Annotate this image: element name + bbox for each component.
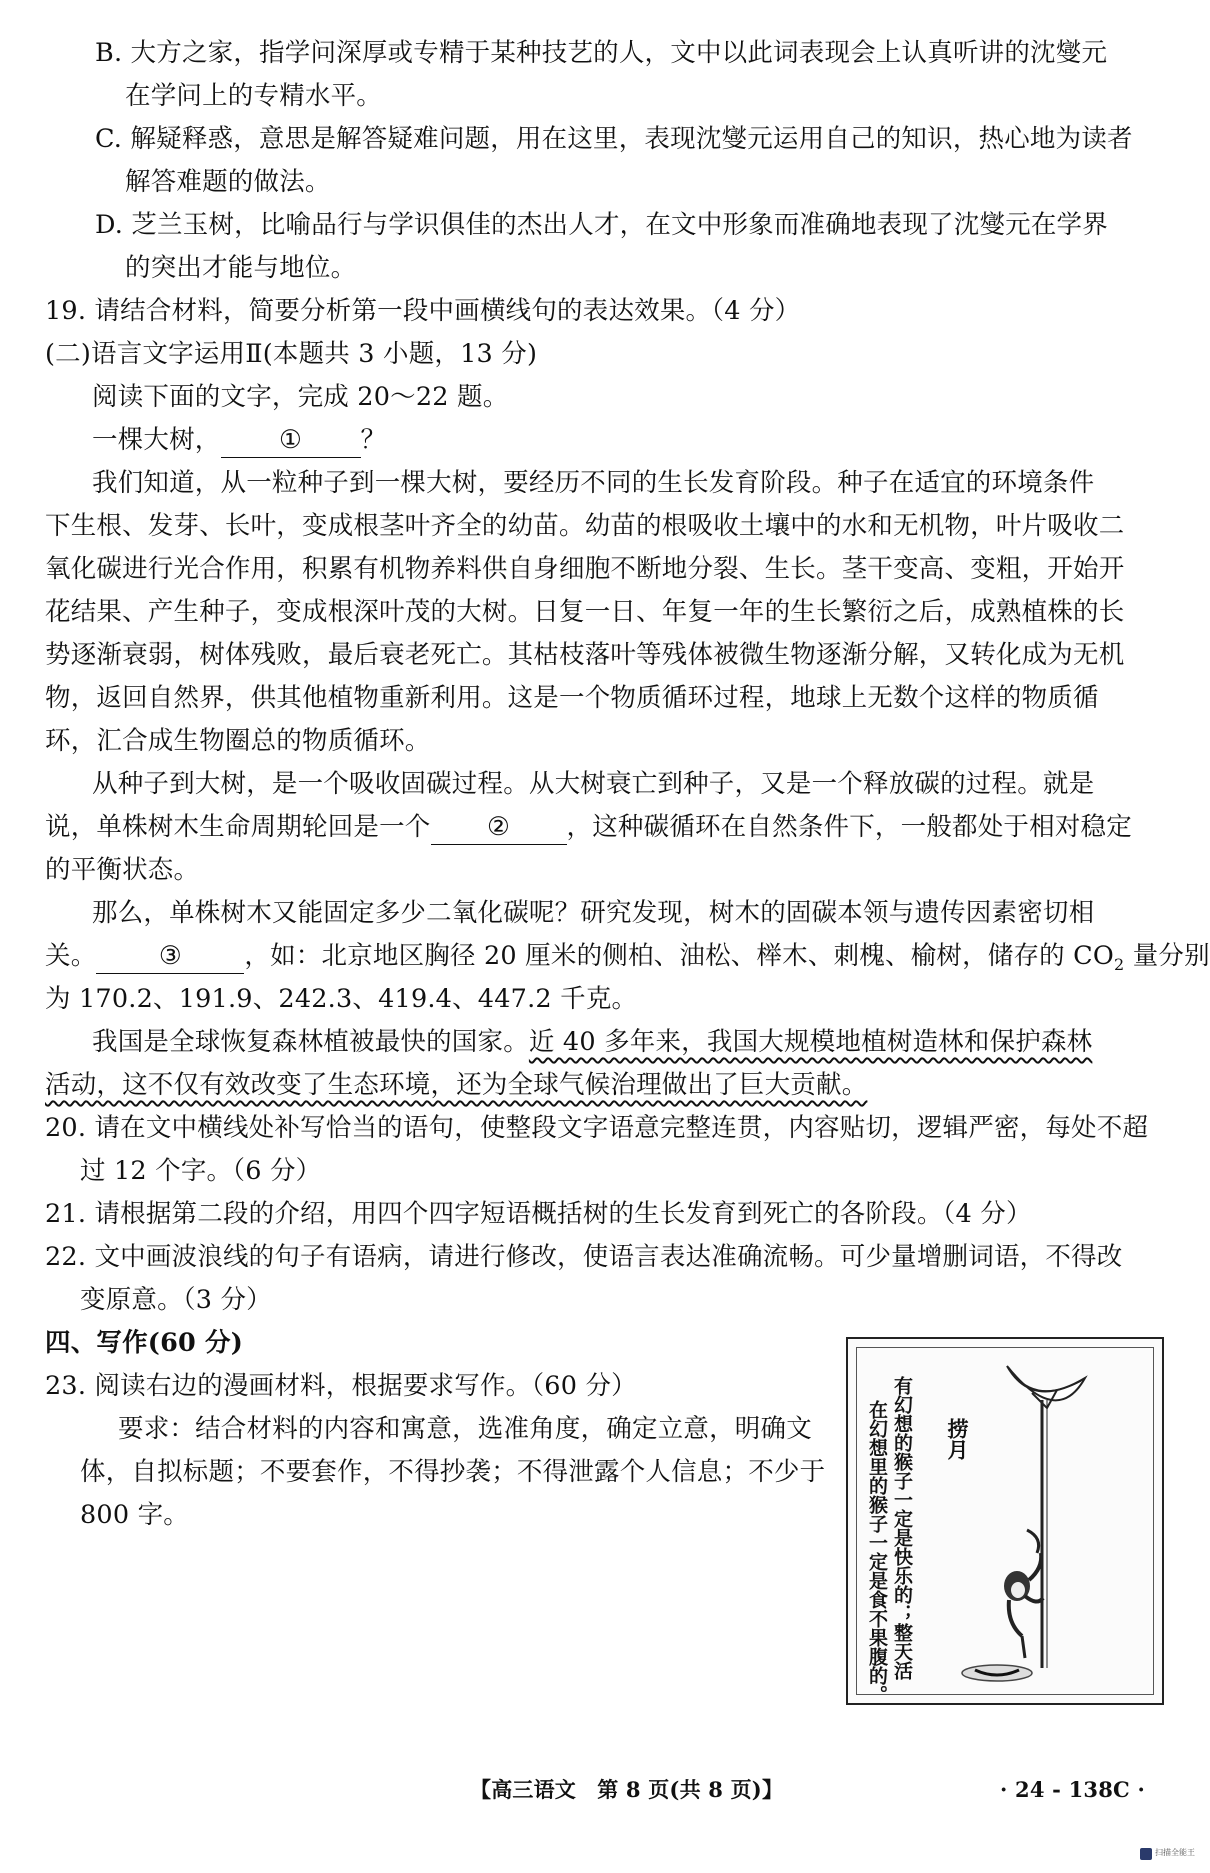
p4-line-2: [45, 1065, 867, 1105]
q20-line-2: 过 12 个字。（6 分）: [80, 1156, 322, 1186]
comic-panel: [846, 1337, 1164, 1705]
wavy-sentence-part-2: 活动，这不仅有效改变了生态环境，还为全球气候治理做出了巨大贡献。: [45, 1070, 868, 1100]
requirement-line-2: 体，自拟标题；不要套作，不得抄袭；不得泄露个人信息；不少于: [80, 1457, 826, 1487]
comic-caption-col-1: 有幻想的猴子一定是快乐的；整天活: [891, 1376, 913, 1680]
question-19: 19. 请结合材料，简要分析第一段中画横线句的表达效果。（4 分）: [45, 296, 801, 326]
question-23: 23. 阅读右边的漫画材料，根据要求写作。（60 分）: [45, 1371, 637, 1401]
p2-line-2: [45, 807, 1132, 847]
p1-line-2: 下生根、发芽、长叶，变成根茎叶齐全的幼苗。幼苗的根吸收土壤中的水和无机物，叶片吸收二: [45, 511, 1125, 541]
section-heading: (二)语言文字运用Ⅱ(本题共 3 小题，13 分): [45, 339, 538, 369]
p1-line-4: 花结果、产生种子，变成根深叶茂的大树。日复一日、年复一年的生长繁衍之后，成熟植株的长: [45, 597, 1125, 627]
scanner-logo-icon: [1140, 1848, 1152, 1860]
option-c-line2: 解答难题的做法。: [125, 167, 331, 197]
option-d-line1: D. 芝兰玉树，比喻品行与学识俱佳的杰出人才，在文中形象而准确地表现了沈燮元在学界: [95, 210, 1108, 240]
scanner-watermark: [1140, 1845, 1196, 1865]
p3-line-2-post: 量分别: [1124, 941, 1210, 971]
co2-subscript: 2: [1114, 955, 1125, 975]
comic-title: 捞月: [945, 1418, 970, 1460]
q22-line-1: 22. 文中画波浪线的句子有语病，请进行修改，使语言表达准确流畅。可少量增删词语，不得改: [45, 1242, 1123, 1272]
p1-line-3: 氧化碳进行光合作用，积累有机物养料供自身细胞不断地分裂、生长。茎干变高、变粗，开始开: [45, 554, 1125, 584]
requirement-line-1: 要求：结合材料的内容和寓意，选准角度，确定立意，明确文: [118, 1414, 812, 1444]
q20-line-1: 20. 请在文中横线处补写恰当的语句，使整段文字语意完整连贯，内容贴切，逻辑严密，每处不超: [45, 1113, 1149, 1143]
option-c-line1: C. 解疑释惑，意思是解答疑难问题，用在这里，表现沈燮元运用自己的知识，热心地为读者: [95, 124, 1133, 154]
paper-code: · 24 - 138C ·: [1000, 1777, 1145, 1802]
writing-heading: 四、写作(60 分): [45, 1328, 243, 1358]
comic-caption-col-2: 在幻想里的猴子一定是食不果腹的。: [866, 1400, 888, 1704]
scanner-watermark-text: 扫描全能王: [1155, 1848, 1195, 1857]
option-d-line2: 的突出才能与地位。: [125, 253, 357, 283]
requirement-line-3: 800 字。: [80, 1500, 189, 1530]
p3-line-3: 为 170.2、191.9、242.3、419.4、447.2 千克。: [45, 984, 638, 1014]
reading-instruction: 阅读下面的文字，完成 20～22 题。: [92, 382, 509, 412]
p3-line-2-mid: ，如：北京地区胸径 20 厘米的侧柏、油松、榉木、刺槐、榆树，储存的 CO: [244, 941, 1114, 971]
comic-inner-frame: [856, 1347, 1154, 1704]
blank-3: ③: [96, 939, 244, 974]
option-b-line1: B. 大方之家，指学问深厚或专精于某种技艺的人，文中以此词表现会上认真听讲的沈燮元: [95, 38, 1108, 68]
p4-line-1: [92, 1022, 1092, 1062]
q22-line-2: 变原意。（3 分）: [80, 1285, 272, 1315]
p1-line-6: 物，返回自然界，供其他植物重新利用。这是一个物质循环过程，地球上无数个这样的物质循: [45, 683, 1099, 713]
p2-line-1: 从种子到大树，是一个吸收固碳过程。从大树衰亡到种子，又是一个释放碳的过程。就是: [92, 769, 1095, 799]
option-b-line2: 在学问上的专精水平。: [125, 81, 383, 111]
blank-2: ②: [431, 810, 567, 845]
p3-line-2: [45, 936, 1210, 985]
passage-title: [92, 420, 386, 460]
p3-line-1: 那么，单株树木又能固定多少二氧化碳呢？研究发现，树木的固碳本领与遗传因素密切相: [92, 898, 1095, 928]
p3-line-2-pre: 关。: [45, 941, 97, 971]
p2-line-2-post: ，这种碳循环在自然条件下，一般都处于相对稳定: [566, 812, 1132, 842]
passage-title-suffix: ？: [360, 425, 387, 455]
p2-line-2-pre: 说，单株树木生命周期轮回是一个: [45, 812, 431, 842]
page-footer: 【高三语文 第 8 页(共 8 页)】: [470, 1777, 784, 1802]
p1-line-5: 势逐渐衰弱，树体残败，最后衰老死亡。其枯枝落叶等残体被微生物逐渐分解，又转化成为无机: [45, 640, 1125, 670]
question-21: 21. 请根据第二段的介绍，用四个四字短语概括树的生长发育到死亡的各阶段。（4 分）: [45, 1199, 1032, 1229]
blank-1: ①: [221, 423, 361, 458]
p1-line-7: 环，汇合成生物圈总的物质循环。: [45, 726, 431, 756]
p4-line-1-pre: 我国是全球恢复森林植被最快的国家。: [92, 1027, 529, 1057]
passage-title-prefix: 一棵大树，: [92, 425, 221, 455]
p2-line-3: 的平衡状态。: [45, 855, 200, 885]
p1-line-1: 我们知道，从一粒种子到一棵大树，要经历不同的生长发育阶段。种子在适宜的环境条件: [92, 468, 1095, 498]
wavy-sentence-part-1: 近 40 多年来，我国大规模地植树造林和保护森林: [528, 1027, 1093, 1057]
